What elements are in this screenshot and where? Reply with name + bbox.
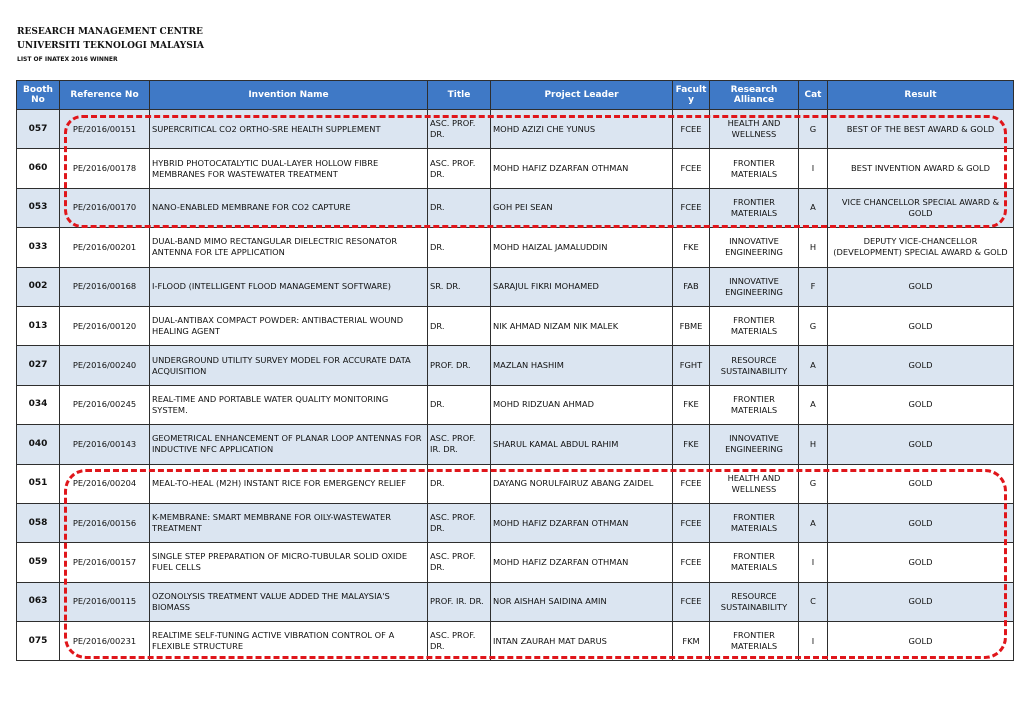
cell-project-leader: INTAN ZAURAH MAT DARUS bbox=[491, 622, 673, 661]
cell-project-leader: MOHD HAFIZ DZARFAN OTHMAN bbox=[491, 149, 673, 188]
cell-invention-name: HYBRID PHOTOCATALYTIC DUAL-LAYER HOLLOW FIBRE MEMBRANES FOR WASTEWATER TREATMENT bbox=[150, 149, 428, 188]
university-title: UNIVERSITI TEKNOLOGI MALAYSIA bbox=[17, 41, 204, 51]
cell-category: I bbox=[799, 149, 828, 188]
cell-category: A bbox=[799, 188, 828, 227]
cell-category: H bbox=[799, 228, 828, 267]
cell-research-alliance: FRONTIER MATERIALS bbox=[710, 503, 799, 542]
cell-result: GOLD bbox=[828, 306, 1014, 345]
list-title: LIST OF INATEX 2016 WINNER bbox=[17, 56, 118, 63]
cell-invention-name: REALTIME SELF-TUNING ACTIVE VIBRATION CONTROL OF A FLEXIBLE STRUCTURE bbox=[150, 622, 428, 661]
cell-reference: PE/2016/00168 bbox=[60, 267, 150, 306]
cell-result: BEST INVENTION AWARD & GOLD bbox=[828, 149, 1014, 188]
cell-invention-name: SUPERCRITICAL CO2 ORTHO-SRE HEALTH SUPPLEMENT bbox=[150, 110, 428, 149]
cell-title: PROF. DR. bbox=[428, 346, 491, 385]
cell-faculty: FCEE bbox=[673, 543, 710, 582]
cell-category: G bbox=[799, 464, 828, 503]
col-header-alliance: Research Alliance bbox=[710, 81, 799, 110]
cell-research-alliance: FRONTIER MATERIALS bbox=[710, 543, 799, 582]
cell-result: GOLD bbox=[828, 582, 1014, 621]
cell-research-alliance: HEALTH AND WELLNESS bbox=[710, 110, 799, 149]
table-row bbox=[17, 425, 1014, 464]
table-row bbox=[17, 188, 1014, 227]
cell-faculty: FCEE bbox=[673, 110, 710, 149]
cell-title: ASC. PROF. DR. bbox=[428, 543, 491, 582]
cell-title: ASC. PROF. DR. bbox=[428, 110, 491, 149]
cell-result: GOLD bbox=[828, 346, 1014, 385]
cell-category: G bbox=[799, 306, 828, 345]
cell-category: I bbox=[799, 543, 828, 582]
cell-result: BEST OF THE BEST AWARD & GOLD bbox=[828, 110, 1014, 149]
cell-reference: PE/2016/00170 bbox=[60, 188, 150, 227]
cell-invention-name: OZONOLYSIS TREATMENT VALUE ADDED THE MALAYSIA'S BIOMASS bbox=[150, 582, 428, 621]
cell-research-alliance: RESOURCE SUSTAINABILITY bbox=[710, 582, 799, 621]
cell-title: DR. bbox=[428, 464, 491, 503]
cell-research-alliance: FRONTIER MATERIALS bbox=[710, 188, 799, 227]
cell-reference: PE/2016/00120 bbox=[60, 306, 150, 345]
table-row bbox=[17, 503, 1014, 542]
cell-title: ASC. PROF. IR. DR. bbox=[428, 425, 491, 464]
cell-booth: 027 bbox=[17, 346, 60, 385]
table-row bbox=[17, 149, 1014, 188]
cell-invention-name: UNDERGROUND UTILITY SURVEY MODEL FOR ACCURATE DATA ACQUISITION bbox=[150, 346, 428, 385]
col-header-faculty: Facult y bbox=[673, 81, 710, 110]
cell-research-alliance: RESOURCE SUSTAINABILITY bbox=[710, 346, 799, 385]
cell-invention-name: I-FLOOD (INTELLIGENT FLOOD MANAGEMENT SOFTWARE) bbox=[150, 267, 428, 306]
table-row bbox=[17, 346, 1014, 385]
table-row bbox=[17, 306, 1014, 345]
cell-research-alliance: HEALTH AND WELLNESS bbox=[710, 464, 799, 503]
cell-project-leader: NOR AISHAH SAIDINA AMIN bbox=[491, 582, 673, 621]
cell-project-leader: GOH PEI SEAN bbox=[491, 188, 673, 227]
cell-result: GOLD bbox=[828, 385, 1014, 424]
table-row bbox=[17, 582, 1014, 621]
col-header-result: Result bbox=[828, 81, 1014, 110]
cell-research-alliance: INNOVATIVE ENGINEERING bbox=[710, 267, 799, 306]
cell-title: SR. DR. bbox=[428, 267, 491, 306]
cell-title: ASC. PROF. DR. bbox=[428, 503, 491, 542]
cell-reference: PE/2016/00156 bbox=[60, 503, 150, 542]
cell-research-alliance: INNOVATIVE ENGINEERING bbox=[710, 228, 799, 267]
cell-result: GOLD bbox=[828, 622, 1014, 661]
cell-title: DR. bbox=[428, 385, 491, 424]
cell-research-alliance: FRONTIER MATERIALS bbox=[710, 149, 799, 188]
cell-project-leader: MOHD AZIZI CHE YUNUS bbox=[491, 110, 673, 149]
cell-project-leader: DAYANG NORULFAIRUZ ABANG ZAIDEL bbox=[491, 464, 673, 503]
cell-result: VICE CHANCELLOR SPECIAL AWARD & GOLD bbox=[828, 188, 1014, 227]
cell-booth: 051 bbox=[17, 464, 60, 503]
col-header-cat: Cat bbox=[799, 81, 828, 110]
cell-title: PROF. IR. DR. bbox=[428, 582, 491, 621]
cell-faculty: FKE bbox=[673, 228, 710, 267]
cell-result: GOLD bbox=[828, 543, 1014, 582]
cell-category: H bbox=[799, 425, 828, 464]
col-header-title: Title bbox=[428, 81, 491, 110]
cell-faculty: FCEE bbox=[673, 464, 710, 503]
cell-booth: 063 bbox=[17, 582, 60, 621]
cell-booth: 002 bbox=[17, 267, 60, 306]
cell-category: G bbox=[799, 110, 828, 149]
cell-reference: PE/2016/00231 bbox=[60, 622, 150, 661]
cell-booth: 057 bbox=[17, 110, 60, 149]
cell-research-alliance: INNOVATIVE ENGINEERING bbox=[710, 425, 799, 464]
cell-booth: 033 bbox=[17, 228, 60, 267]
winners-table bbox=[16, 80, 1014, 661]
cell-category: I bbox=[799, 622, 828, 661]
table-row bbox=[17, 110, 1014, 149]
cell-title: DR. bbox=[428, 188, 491, 227]
cell-result: GOLD bbox=[828, 425, 1014, 464]
cell-invention-name: REAL-TIME AND PORTABLE WATER QUALITY MONITORING SYSTEM. bbox=[150, 385, 428, 424]
cell-project-leader: MOHD RIDZUAN AHMAD bbox=[491, 385, 673, 424]
cell-project-leader: MOHD HAFIZ DZARFAN OTHMAN bbox=[491, 543, 673, 582]
cell-invention-name: DUAL-BAND MIMO RECTANGULAR DIELECTRIC RESONATOR ANTENNA FOR LTE APPLICATION bbox=[150, 228, 428, 267]
cell-booth: 053 bbox=[17, 188, 60, 227]
cell-project-leader: SARAJUL FIKRI MOHAMED bbox=[491, 267, 673, 306]
cell-faculty: FKE bbox=[673, 425, 710, 464]
cell-result: GOLD bbox=[828, 267, 1014, 306]
cell-reference: PE/2016/00201 bbox=[60, 228, 150, 267]
cell-faculty: FAB bbox=[673, 267, 710, 306]
cell-invention-name: DUAL-ANTIBAX COMPACT POWDER: ANTIBACTERIAL WOUND HEALING AGENT bbox=[150, 306, 428, 345]
cell-reference: PE/2016/00204 bbox=[60, 464, 150, 503]
cell-faculty: FCEE bbox=[673, 582, 710, 621]
table-row bbox=[17, 543, 1014, 582]
cell-faculty: FKE bbox=[673, 385, 710, 424]
table-row bbox=[17, 464, 1014, 503]
cell-category: A bbox=[799, 385, 828, 424]
cell-faculty: FKM bbox=[673, 622, 710, 661]
cell-result: GOLD bbox=[828, 503, 1014, 542]
cell-reference: PE/2016/00157 bbox=[60, 543, 150, 582]
cell-faculty: FCEE bbox=[673, 188, 710, 227]
cell-category: F bbox=[799, 267, 828, 306]
cell-booth: 040 bbox=[17, 425, 60, 464]
cell-booth: 059 bbox=[17, 543, 60, 582]
cell-project-leader: MAZLAN HASHIM bbox=[491, 346, 673, 385]
cell-reference: PE/2016/00245 bbox=[60, 385, 150, 424]
cell-category: A bbox=[799, 503, 828, 542]
cell-research-alliance: FRONTIER MATERIALS bbox=[710, 306, 799, 345]
cell-title: ASC. PROF. DR. bbox=[428, 149, 491, 188]
cell-reference: PE/2016/00178 bbox=[60, 149, 150, 188]
table-row bbox=[17, 267, 1014, 306]
cell-result: GOLD bbox=[828, 464, 1014, 503]
cell-booth: 060 bbox=[17, 149, 60, 188]
col-header-invention: Invention Name bbox=[150, 81, 428, 110]
cell-category: A bbox=[799, 346, 828, 385]
col-header-leader: Project Leader bbox=[491, 81, 673, 110]
cell-faculty: FBME bbox=[673, 306, 710, 345]
cell-faculty: FCEE bbox=[673, 149, 710, 188]
cell-research-alliance: FRONTIER MATERIALS bbox=[710, 622, 799, 661]
table-row bbox=[17, 622, 1014, 661]
cell-project-leader: MOHD HAIZAL JAMALUDDIN bbox=[491, 228, 673, 267]
cell-reference: PE/2016/00115 bbox=[60, 582, 150, 621]
cell-reference: PE/2016/00143 bbox=[60, 425, 150, 464]
cell-title: ASC. PROF. DR. bbox=[428, 622, 491, 661]
cell-booth: 013 bbox=[17, 306, 60, 345]
cell-project-leader: SHARUL KAMAL ABDUL RAHIM bbox=[491, 425, 673, 464]
cell-reference: PE/2016/00151 bbox=[60, 110, 150, 149]
cell-category: C bbox=[799, 582, 828, 621]
cell-title: DR. bbox=[428, 228, 491, 267]
table-header-row bbox=[17, 81, 1014, 110]
cell-project-leader: NIK AHMAD NIZAM NIK MALEK bbox=[491, 306, 673, 345]
cell-faculty: FCEE bbox=[673, 503, 710, 542]
cell-booth: 075 bbox=[17, 622, 60, 661]
cell-booth: 058 bbox=[17, 503, 60, 542]
cell-faculty: FGHT bbox=[673, 346, 710, 385]
cell-invention-name: K-MEMBRANE: SMART MEMBRANE FOR OILY-WASTEWATER TREATMENT bbox=[150, 503, 428, 542]
org-title: RESEARCH MANAGEMENT CENTRE bbox=[17, 27, 203, 37]
cell-invention-name: GEOMETRICAL ENHANCEMENT OF PLANAR LOOP ANTENNAS FOR INDUCTIVE NFC APPLICATION bbox=[150, 425, 428, 464]
cell-result: DEPUTY VICE-CHANCELLOR (DEVELOPMENT) SPECIAL AWARD & GOLD bbox=[828, 228, 1014, 267]
cell-project-leader: MOHD HAFIZ DZARFAN OTHMAN bbox=[491, 503, 673, 542]
cell-reference: PE/2016/00240 bbox=[60, 346, 150, 385]
cell-booth: 034 bbox=[17, 385, 60, 424]
col-header-reference: Reference No bbox=[60, 81, 150, 110]
cell-title: DR. bbox=[428, 306, 491, 345]
cell-invention-name: SINGLE STEP PREPARATION OF MICRO-TUBULAR SOLID OXIDE FUEL CELLS bbox=[150, 543, 428, 582]
table-row bbox=[17, 385, 1014, 424]
col-header-booth: Booth No bbox=[17, 81, 60, 110]
cell-research-alliance: FRONTIER MATERIALS bbox=[710, 385, 799, 424]
table-row bbox=[17, 228, 1014, 267]
cell-invention-name: NANO-ENABLED MEMBRANE FOR CO2 CAPTURE bbox=[150, 188, 428, 227]
cell-invention-name: MEAL-TO-HEAL (M2H) INSTANT RICE FOR EMERGENCY RELIEF bbox=[150, 464, 428, 503]
